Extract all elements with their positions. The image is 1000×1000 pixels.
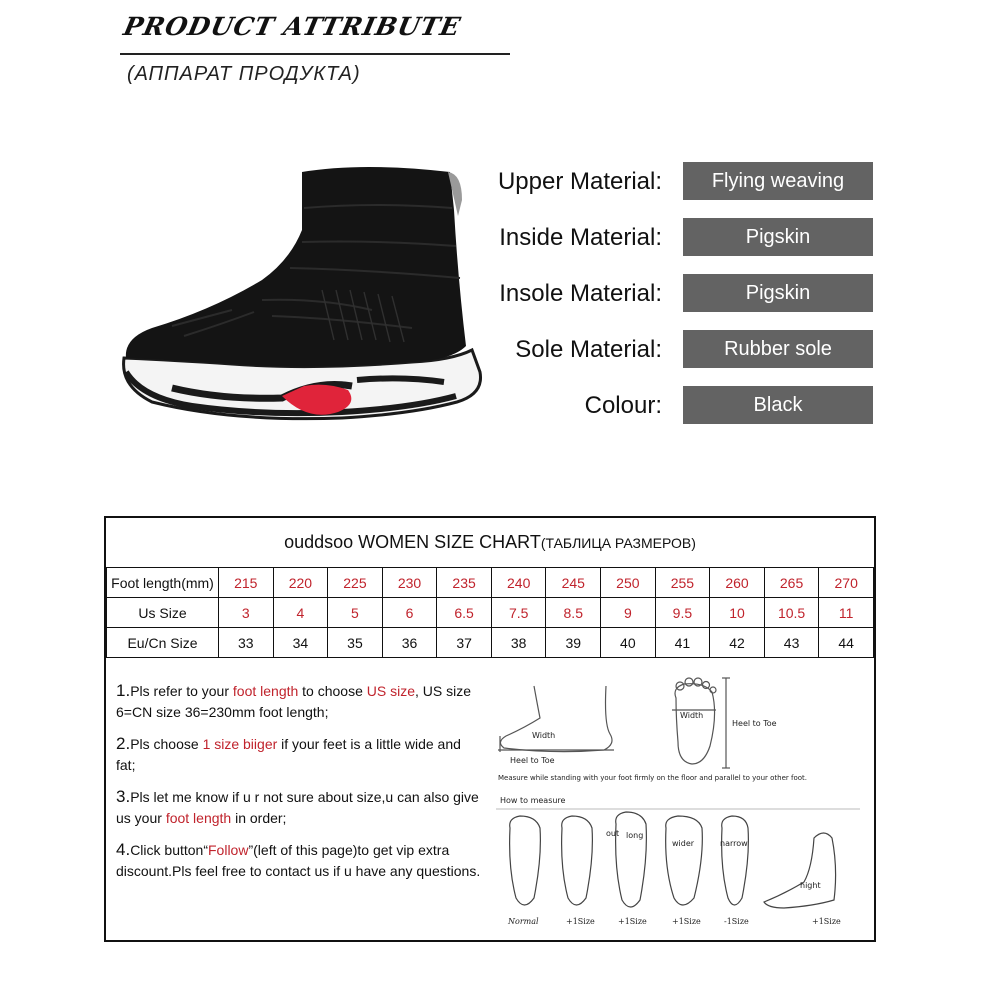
attribute-value: Black — [683, 386, 873, 424]
foot-normal-outline — [510, 816, 541, 905]
how-to-measure-label: How to measure — [500, 796, 566, 805]
table-cell: 225 — [328, 568, 383, 598]
foot-size-hight: +1Size — [812, 917, 841, 926]
foot-high-arch-outline — [764, 833, 836, 908]
table-cell: 235 — [437, 568, 492, 598]
page-subtitle: (АППАРАТ ПРОДУКТА) — [127, 63, 361, 85]
foot-size-wider: +1Size — [672, 917, 701, 926]
table-cell: 3 — [219, 598, 274, 628]
attribute-upper-material — [470, 162, 880, 202]
table-cell: 34 — [273, 628, 328, 658]
table-row-foot-length — [107, 568, 874, 598]
title-underline — [120, 53, 510, 55]
attribute-label: Upper Material: — [497, 168, 662, 195]
attribute-label: Colour: — [584, 392, 662, 419]
table-cell: 42 — [710, 628, 765, 658]
row-header: Foot length(mm) — [107, 568, 219, 598]
note-3: 3.Pls let me know if u r not sure about size,u can also give us your foot length in order; — [116, 787, 479, 826]
table-cell: 255 — [655, 568, 710, 598]
table-cell: 39 — [546, 628, 601, 658]
size-chart-title-en: ouddsoo WOMEN SIZE CHART — [284, 532, 541, 552]
table-row-eu-cn-size — [107, 628, 874, 658]
table-cell: 260 — [710, 568, 765, 598]
heel-to-toe-label-side: Heel to Toe — [510, 756, 555, 765]
foot-size-out: +1Size — [566, 917, 595, 926]
width-label-side: Width — [532, 731, 556, 740]
table-cell: 5 — [328, 598, 383, 628]
table-cell: 41 — [655, 628, 710, 658]
size-table — [106, 567, 874, 658]
foot-narrow-outline — [722, 816, 749, 905]
note-2: 2.Pls choose 1 size biiger if your feet is a little wide and fat; — [116, 734, 461, 773]
table-cell: 265 — [764, 568, 819, 598]
table-cell: 215 — [219, 568, 274, 598]
note-1: 1.Pls refer to your foot length to choose US size, US size 6=CN size 36=230mm foot length; — [116, 681, 472, 720]
heel-to-toe-label-top: Heel to Toe — [732, 719, 777, 728]
foot-measure-diagram — [494, 668, 864, 933]
foot-out-outline — [562, 816, 593, 905]
table-cell: 270 — [819, 568, 874, 598]
table-cell: 38 — [491, 628, 546, 658]
attribute-value: Rubber sole — [683, 330, 873, 368]
table-cell: 8.5 — [546, 598, 601, 628]
table-cell: 9.5 — [655, 598, 710, 628]
table-cell: 250 — [601, 568, 656, 598]
foot-tag-long: long — [626, 831, 644, 840]
foot-size-long: +1Size — [618, 917, 647, 926]
table-cell: 6 — [382, 598, 437, 628]
size-chart-title — [106, 518, 874, 566]
foot-size-normal: Normal — [508, 917, 539, 926]
foot-tag-hight: hight — [800, 881, 821, 890]
attribute-value: Pigskin — [683, 218, 873, 256]
side-foot-illustration — [498, 686, 614, 752]
attribute-value: Pigskin — [683, 274, 873, 312]
note-4: 4.Click button“Follow”(left of this page)to get vip extra discount.Pls feel free to contact us if u have any questions. — [116, 840, 481, 879]
table-cell: 4 — [273, 598, 328, 628]
table-cell: 9 — [601, 598, 656, 628]
measure-note: Measure while standing with your foot firmly on the floor and parallel to your other foot. — [498, 774, 807, 782]
size-chart-title-ru: (ТАБЛИЦА РАЗМЕРОВ) — [540, 535, 696, 551]
table-cell: 40 — [601, 628, 656, 658]
table-cell: 10 — [710, 598, 765, 628]
table-cell: 36 — [382, 628, 437, 658]
foot-tag-wider: wider — [672, 839, 695, 848]
foot-wider-outline — [666, 816, 703, 905]
attribute-value: Flying weaving — [683, 162, 873, 200]
table-cell: 230 — [382, 568, 437, 598]
table-cell: 11 — [819, 598, 874, 628]
page-title: PRODUCT ATTRIBUTE — [120, 12, 464, 41]
table-cell: 37 — [437, 628, 492, 658]
row-header: Us Size — [107, 598, 219, 628]
table-cell: 245 — [546, 568, 601, 598]
foot-tag-narrow: narrow — [720, 839, 748, 848]
table-cell: 10.5 — [764, 598, 819, 628]
table-cell: 6.5 — [437, 598, 492, 628]
table-cell: 7.5 — [491, 598, 546, 628]
table-cell: 33 — [219, 628, 274, 658]
table-cell: 35 — [328, 628, 383, 658]
table-row-us-size — [107, 598, 874, 628]
attribute-insole-material — [470, 274, 880, 314]
foot-long-outline — [616, 812, 647, 907]
table-cell: 44 — [819, 628, 874, 658]
table-cell: 240 — [491, 568, 546, 598]
follow-highlight: Follow — [208, 842, 249, 858]
table-cell: 220 — [273, 568, 328, 598]
attribute-label: Inside Material: — [499, 224, 662, 251]
attribute-inside-material — [470, 218, 880, 258]
attribute-label: Insole Material: — [499, 280, 662, 307]
attribute-label: Sole Material: — [515, 336, 662, 363]
top-foot-illustration — [672, 678, 730, 768]
width-label-top: Width — [680, 711, 704, 720]
sock-sneaker-image — [112, 150, 492, 430]
foot-size-narrow: -1Size — [724, 917, 749, 926]
foot-tag-out: out — [606, 829, 620, 838]
table-cell: 43 — [764, 628, 819, 658]
attribute-colour — [470, 386, 880, 426]
size-notes — [116, 680, 481, 892]
attribute-sole-material — [470, 330, 880, 370]
row-header: Eu/Cn Size — [107, 628, 219, 658]
